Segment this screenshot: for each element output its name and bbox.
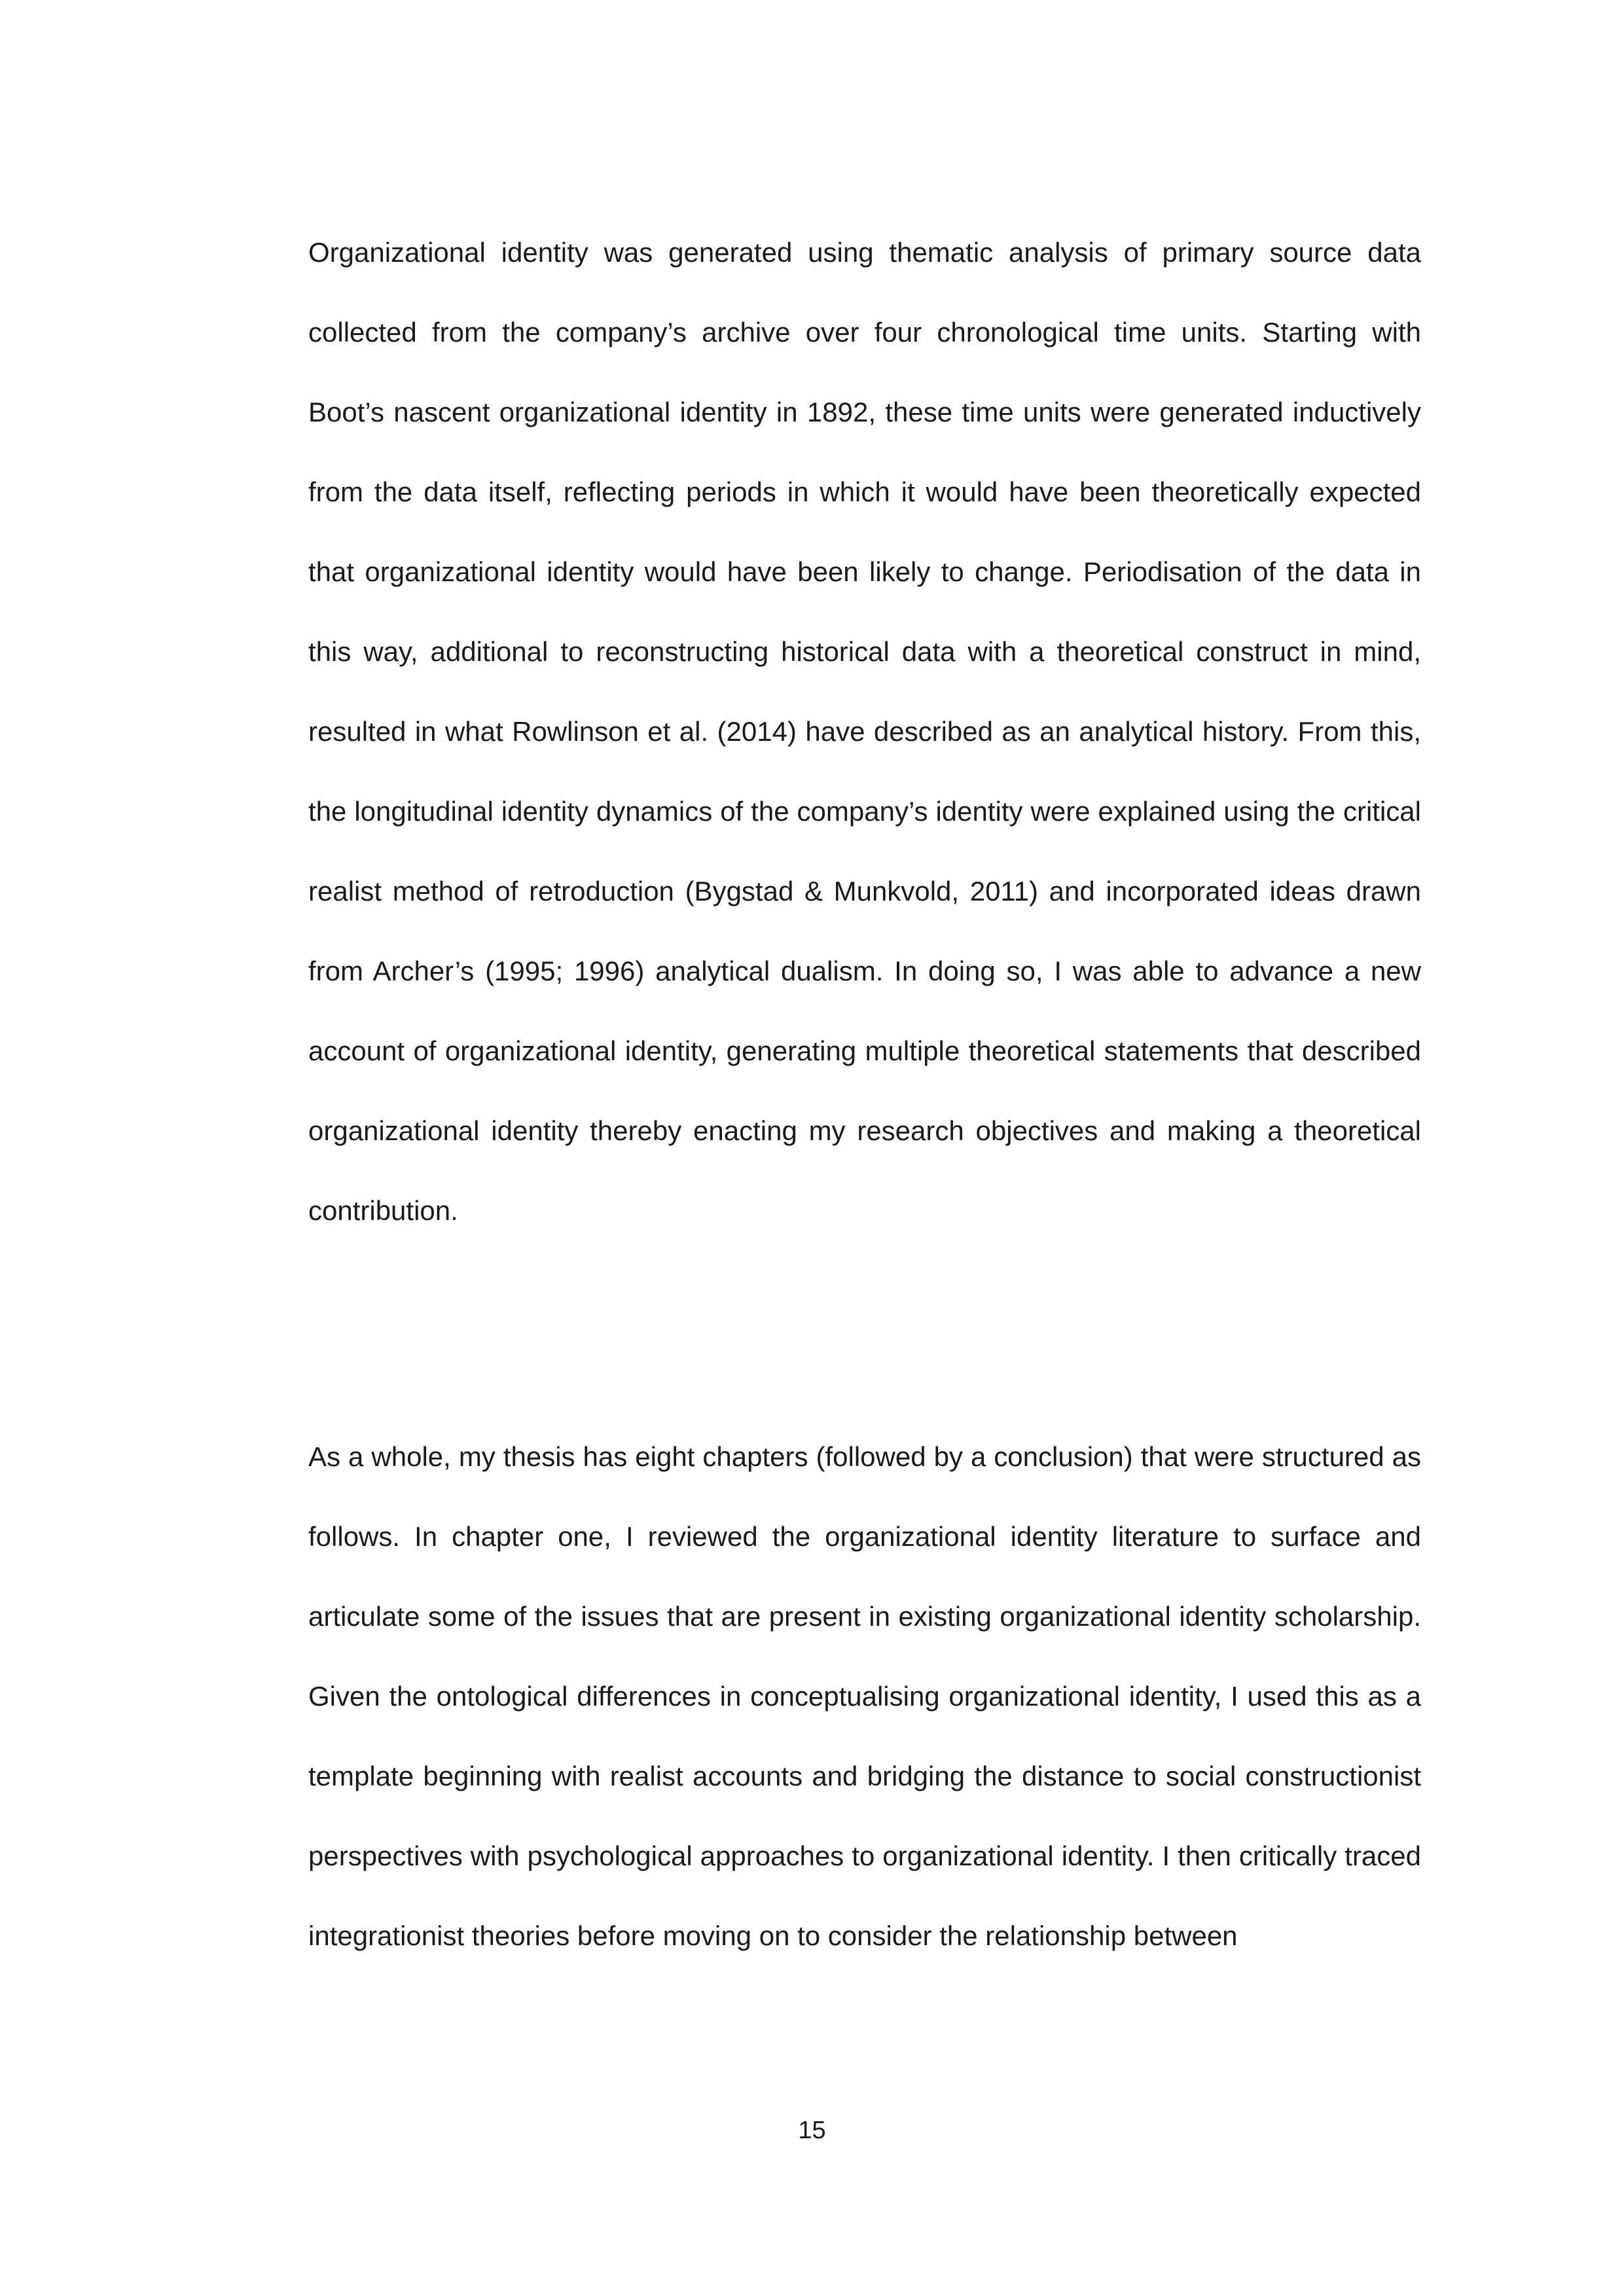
body-paragraph-2: As a whole, my thesis has eight chapters (followed by a conclusion) that were structured as follows. In chapter one, I reviewed the organizational identity literature to surface and articulate some of the issues that are present in existing organizational identity scholarship. Given the ontological differences in conceptualising organizational identity, I used this as a template beginning with realist accounts and bridging the distance to social constructionist perspectives with psychological approaches to organizational identity. I then critically traced integrationist theories before moving on to consider the relationship between (308, 1441, 1421, 1951)
body-paragraph-1: Organizational identity was generated using thematic analysis of primary source data collected from the company’s archive over four chronological time units. Starting with Boot’s nascent organizational identity in 1892, these time units were generated inductively from the data itself, reflecting periods in which it would have been theoretically expected that organizational identity would have been likely to change. Periodisation of the data in this way, additional to reconstructing historical data with a theoretical construct in mind, resulted in what Rowlinson et al. (2014) have described as an analytical history. From this, the longitudinal identity dynamics of the company’s identity were explained using the critical realist method of retroduction (Bygstad & Munkvold, 2011) and incorporated ideas drawn from Archer’s (1995; 1996) analytical dualism. In doing so, I was able to advance a new account of organizational identity, generating multiple theoretical statements that described organizational identity thereby enacting my research objectives and making a theoretical contribution. (308, 237, 1421, 1226)
page-number: 15 (798, 2117, 826, 2144)
